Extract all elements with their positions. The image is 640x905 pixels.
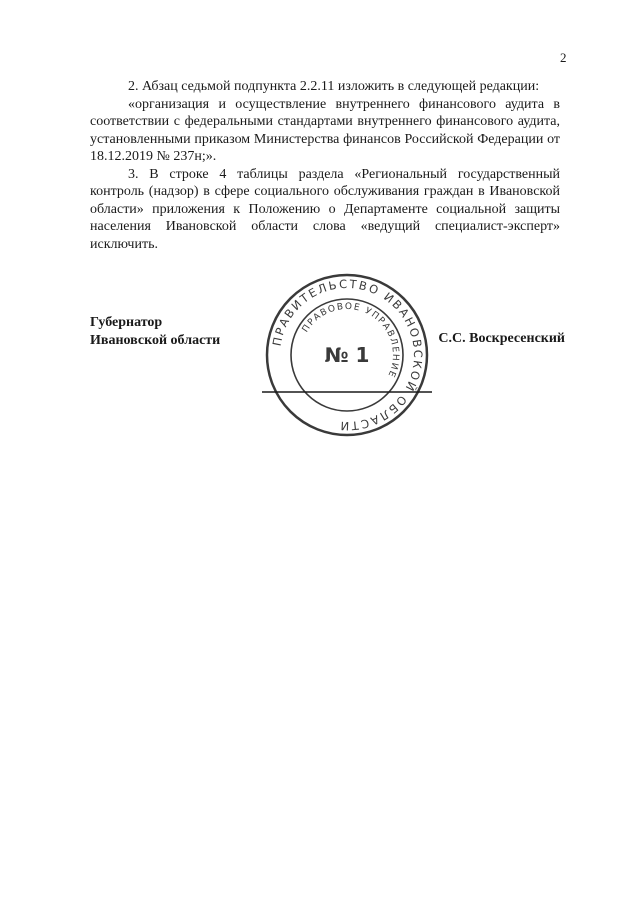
paragraph-item-2: 2. Абзац седьмой подпункта 2.2.11 изложить в следующей редакции:: [128, 79, 540, 94]
paragraph-item-3: 3. В строке 4 таблицы раздела «Региональный государственный контроль (надзор) в сфере социального обслуживания граждан в Ивановской области» приложения к Положению о Департаменте социальной защиты населения Ивановской области слова «ведущий специалист-эксперт» исключить.: [90, 166, 560, 252]
signer-title: [90, 314, 220, 350]
official-stamp: [262, 270, 432, 440]
stamp-inner-text: ПРАВОВОЕ УПРАВЛЕНИЕ: [300, 301, 401, 380]
signer-title-line1: Губернатор: [90, 315, 163, 330]
document-body: [90, 78, 560, 253]
signer-name: С.С. Воскресенский: [438, 331, 565, 346]
page-number: 2: [560, 50, 567, 65]
stamp-center-number: № 1: [324, 343, 370, 367]
signer-title-line2: Ивановской области: [90, 333, 221, 348]
stamp-outer-text: ПРАВИТЕЛЬСТВО ИВАНОВСКОЙ ОБЛАСТИ: [269, 276, 426, 434]
paragraph-quoted-text: «организация и осуществление внутреннего финансового аудита в соответствии с федеральными стандартами внутреннего финансового аудита, установленными приказом Министерства финансов Российской Федерации от 18.12.2019 № 237н;».: [90, 96, 560, 164]
